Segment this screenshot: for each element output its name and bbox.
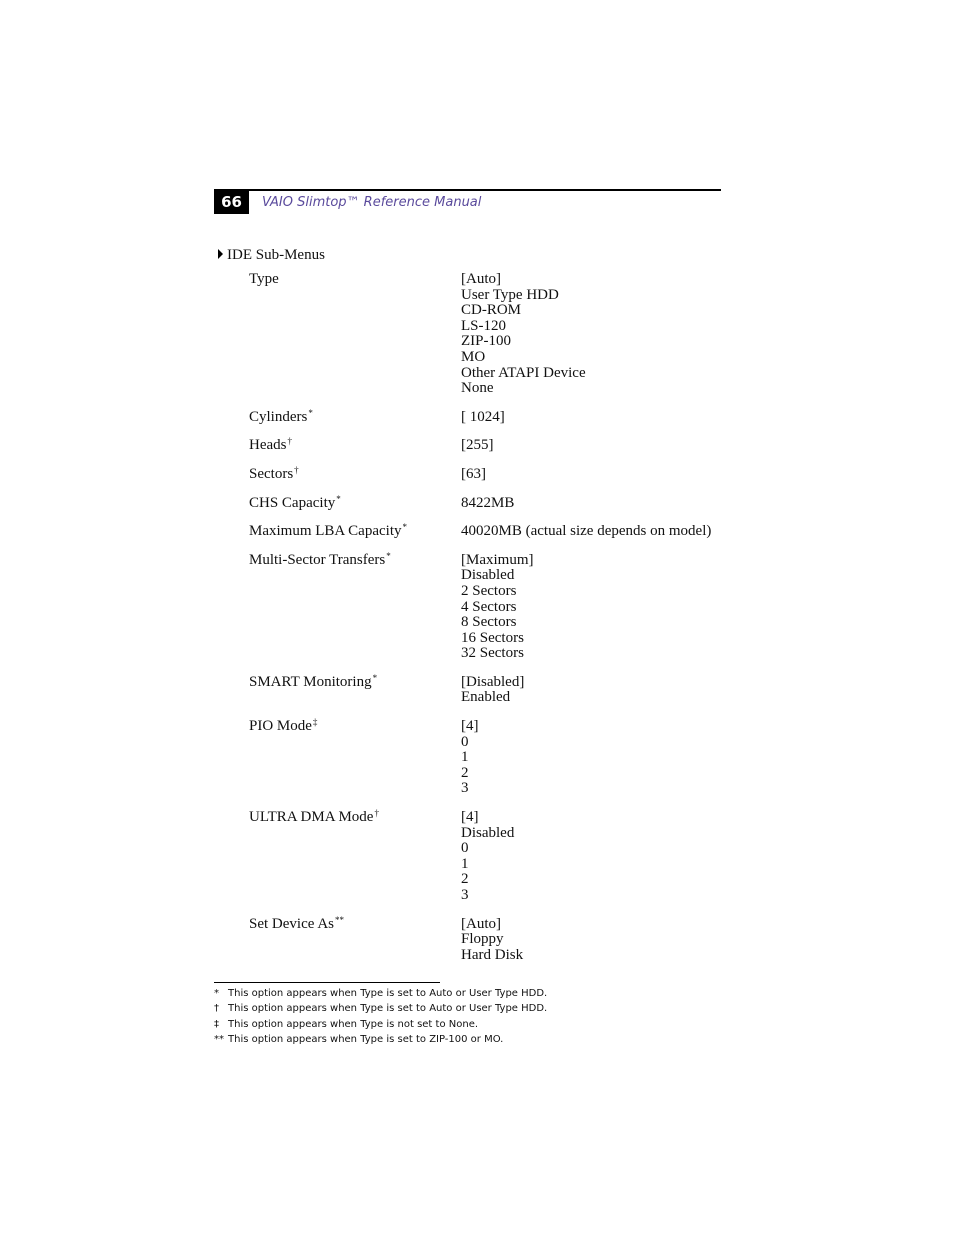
option-row — [249, 464, 729, 483]
section-heading — [216, 246, 325, 264]
option-value: 2 — [461, 764, 469, 781]
option-row — [249, 407, 729, 426]
footnote-marker: † — [287, 436, 292, 447]
option-label — [249, 438, 461, 454]
option-value: [Disabled] — [461, 673, 525, 690]
option-value: 32 Sectors — [461, 645, 524, 662]
option-value: User Type HDD — [461, 286, 559, 303]
option-value: LS-120 — [461, 317, 506, 334]
option-values — [461, 675, 729, 706]
option-label — [249, 272, 461, 397]
options-table — [249, 272, 729, 976]
option-value: 8422MB — [461, 494, 515, 511]
option-values — [461, 410, 729, 426]
right-triangle-bullet-icon — [218, 249, 223, 259]
footnote-marker: ‡ — [312, 717, 318, 728]
option-value: 3 — [461, 780, 469, 797]
header-rule — [214, 189, 721, 191]
footnote — [214, 986, 547, 1001]
option-value: 2 Sectors — [461, 582, 517, 599]
footnote — [214, 1032, 547, 1047]
footnote-mark: ** — [214, 1034, 224, 1046]
option-values — [461, 810, 729, 904]
footnote-mark: ‡ — [214, 1018, 219, 1030]
option-value: [Auto] — [461, 915, 501, 932]
option-label-text: Set Device As — [249, 915, 334, 932]
option-value: Other ATAPI Device — [461, 364, 586, 381]
option-value: [Auto] — [461, 271, 501, 287]
option-row — [249, 914, 729, 964]
option-values — [461, 524, 729, 540]
option-values — [461, 719, 729, 797]
option-value: 40020MB (actual size depends on model) — [461, 523, 712, 540]
footnotes — [214, 986, 547, 1048]
option-label-text: Type — [249, 271, 279, 287]
option-values — [461, 272, 729, 397]
option-value: Floppy — [461, 931, 504, 948]
footnote-mark: * — [214, 988, 219, 999]
option-label-text: Heads — [249, 437, 287, 454]
footnote — [214, 1017, 547, 1032]
option-label-text: PIO Mode — [249, 718, 312, 735]
option-row — [249, 438, 729, 454]
option-values — [461, 467, 729, 483]
option-value: 1 — [461, 749, 469, 766]
option-value: 3 — [461, 887, 469, 903]
option-label — [249, 493, 461, 512]
option-values — [461, 496, 729, 512]
option-row — [249, 272, 729, 397]
option-label — [249, 464, 461, 483]
option-value: Enabled — [461, 689, 511, 706]
option-row — [249, 672, 729, 706]
option-value: [4] — [461, 809, 479, 826]
option-row — [249, 810, 729, 904]
option-value: [4] — [461, 718, 479, 735]
footnote-marker: † — [374, 808, 379, 819]
option-value: 4 Sectors — [461, 598, 517, 615]
footnote-marker: * — [308, 407, 313, 418]
section-heading-text: IDE Sub-Menus — [227, 247, 325, 263]
footnote-text: This option appears when Type is set to Auto or User Type HDD. — [228, 988, 548, 999]
footnote-marker: ** — [334, 914, 344, 925]
option-value: MO — [461, 348, 486, 365]
option-value: 2 — [461, 871, 469, 888]
footnote-marker: * — [386, 550, 391, 561]
option-label — [249, 672, 461, 706]
option-label-text: CHS Capacity — [249, 494, 336, 511]
option-value: Disabled — [461, 567, 515, 584]
option-label-text: Maximum LBA Capacity — [249, 523, 402, 540]
option-value: 8 Sectors — [461, 614, 517, 631]
option-values — [461, 917, 729, 964]
footnote — [214, 1001, 547, 1016]
option-value: 1 — [461, 855, 469, 872]
option-values — [461, 438, 729, 454]
footnote-marker: * — [402, 522, 407, 533]
option-row — [249, 493, 729, 512]
option-value: [ 1024] — [461, 408, 505, 425]
option-label-text: Cylinders — [249, 408, 308, 425]
footnote-text: This option appears when Type is not set to None. — [228, 1018, 479, 1030]
option-label — [249, 914, 461, 964]
footnote-rule — [214, 982, 440, 983]
option-label — [249, 524, 461, 540]
option-value: [255] — [461, 437, 494, 454]
footnote-marker: * — [372, 672, 378, 683]
running-title: VAIO Slimtop™ Reference Manual — [262, 195, 482, 210]
option-value: Hard Disk — [461, 946, 524, 963]
option-label — [249, 719, 461, 797]
option-label — [249, 810, 461, 904]
option-value: 16 Sectors — [461, 629, 524, 646]
option-value: [Maximum] — [461, 551, 534, 568]
footnote-text: This option appears when Type is set to Auto or User Type HDD. — [228, 1003, 548, 1015]
option-value: Disabled — [461, 824, 515, 841]
option-row — [249, 524, 729, 540]
option-value: [63] — [461, 465, 486, 482]
option-value: 0 — [461, 840, 469, 857]
option-value: CD-ROM — [461, 302, 522, 319]
footnote-mark: † — [214, 1003, 219, 1015]
option-value: ZIP-100 — [461, 333, 511, 350]
option-row — [249, 550, 729, 662]
footnote-text: This option appears when Type is set to ZIP-100 or MO. — [228, 1034, 504, 1046]
option-label-text: Sectors — [249, 465, 294, 482]
option-label-text: ULTRA DMA Mode — [249, 809, 374, 826]
option-label — [249, 550, 461, 662]
option-value: None — [461, 380, 494, 397]
option-values — [461, 553, 729, 662]
option-value: 0 — [461, 733, 469, 750]
footnote-marker: * — [336, 493, 341, 504]
option-label-text: Multi-Sector Transfers — [249, 551, 386, 568]
option-row — [249, 719, 729, 797]
option-label-text: SMART Monitoring — [249, 673, 372, 690]
footnote-marker: † — [294, 464, 299, 475]
page-number: 66 — [214, 191, 249, 214]
option-label — [249, 407, 461, 426]
